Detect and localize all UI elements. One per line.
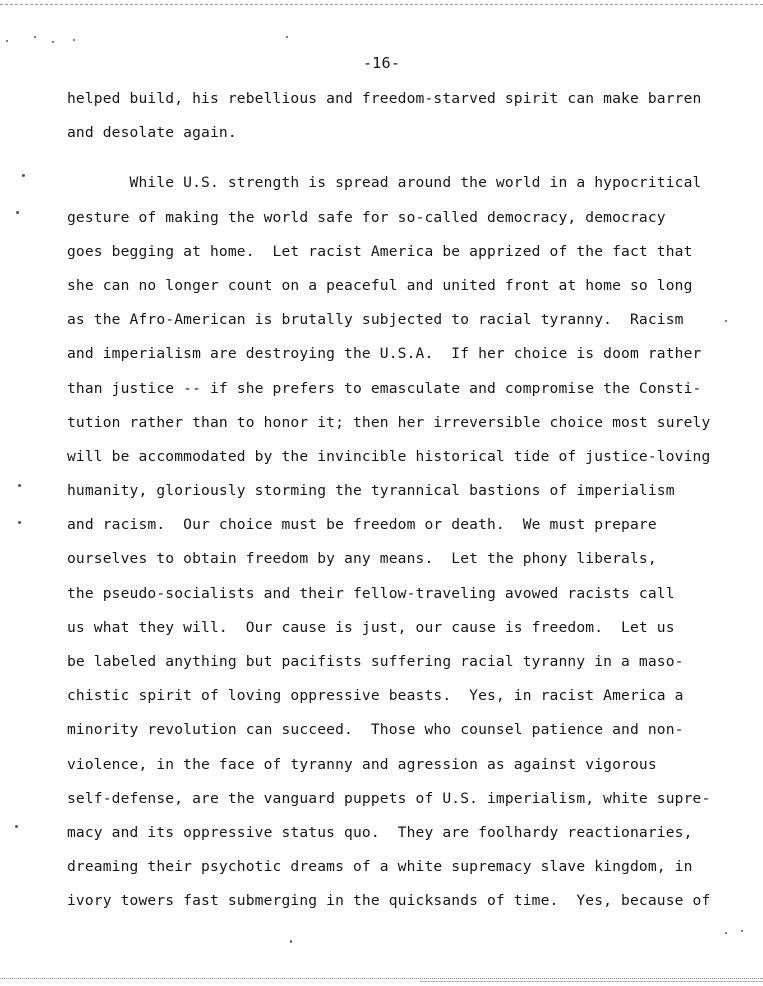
scan-speck xyxy=(18,484,21,487)
text-line: chistic spirit of loving oppressive beasts. Yes, in racist America a xyxy=(67,687,684,705)
text-line: than justice -- if she prefers to emasculate and compromise the Consti- xyxy=(67,379,702,397)
scan-speck xyxy=(15,825,18,828)
page-number: -16- xyxy=(362,54,401,72)
text-line: helped build, his rebellious and freedom-starved spirit can make barren xyxy=(67,90,702,107)
text-line: While U.S. strength is spread around the world in a hypocritical xyxy=(67,174,702,192)
text-line: dreaming their psychotic dreams of a white supremacy slave kingdom, in xyxy=(67,858,693,876)
top-scan-border xyxy=(0,4,763,5)
text-line: as the Afro-American is brutally subjected to racial tyranny. Racism xyxy=(67,311,684,329)
text-line: us what they will. Our cause is just, our cause is freedom. Let us xyxy=(67,618,675,636)
text-line: and desolate again. xyxy=(67,124,237,142)
scan-speck xyxy=(725,320,727,322)
bottom-scan-border xyxy=(0,978,763,979)
scan-speck xyxy=(18,521,21,524)
text-line: macy and its oppressive status quo. They are foolhardy reactionaries, xyxy=(67,823,693,841)
text-line: humanity, gloriously storming the tyrannical bastions of imperialism xyxy=(67,482,675,500)
scan-speck xyxy=(52,41,54,43)
text-line: the pseudo-socialists and their fellow-traveling avowed racists call xyxy=(67,584,675,602)
text-line: ourselves to obtain freedom by any means. Let the phony liberals, xyxy=(67,550,657,568)
text-line: will be accommodated by the invincible historical tide of justice-loving xyxy=(67,447,711,465)
scan-speck xyxy=(73,39,75,41)
text-line: ivory towers fast submerging in the quicksands of time. Yes, because of xyxy=(67,892,711,910)
text-line: self-defense, are the vanguard puppets of U.S. imperialism, white supre- xyxy=(67,789,711,807)
scan-speck xyxy=(741,930,743,932)
text-line: tution rather than to honor it; then her irreversible choice most surely xyxy=(67,413,711,431)
scan-speck xyxy=(290,940,292,943)
text-line: be labeled anything but pacifists suffering racial tyranny in a maso- xyxy=(67,653,684,670)
scan-speck xyxy=(34,36,36,38)
scan-speck xyxy=(16,211,19,214)
text-line: and racism. Our choice must be freedom or death. We must prepare xyxy=(67,516,657,534)
text-line: gesture of making the world safe for so-called democracy, democracy xyxy=(67,208,666,226)
text-line: and imperialism are destroying the U.S.A. If her choice is doom rather xyxy=(67,345,702,363)
text-line: goes begging at home. Let racist America be apprized of the fact that xyxy=(67,242,693,260)
scan-speck xyxy=(22,174,25,177)
scan-speck xyxy=(725,932,727,934)
paragraph-break xyxy=(67,156,757,172)
text-line: minority revolution can succeed. Those who counsel patience and non- xyxy=(67,721,684,739)
scan-speck xyxy=(6,40,8,42)
text-line: she can no longer count on a peaceful and united front at home so long xyxy=(67,276,693,294)
bottom-scan-line xyxy=(420,981,763,982)
page-body xyxy=(67,88,757,925)
scan-speck xyxy=(286,36,288,38)
text-line: violence, in the face of tyranny and agression as against vigorous xyxy=(67,755,657,773)
